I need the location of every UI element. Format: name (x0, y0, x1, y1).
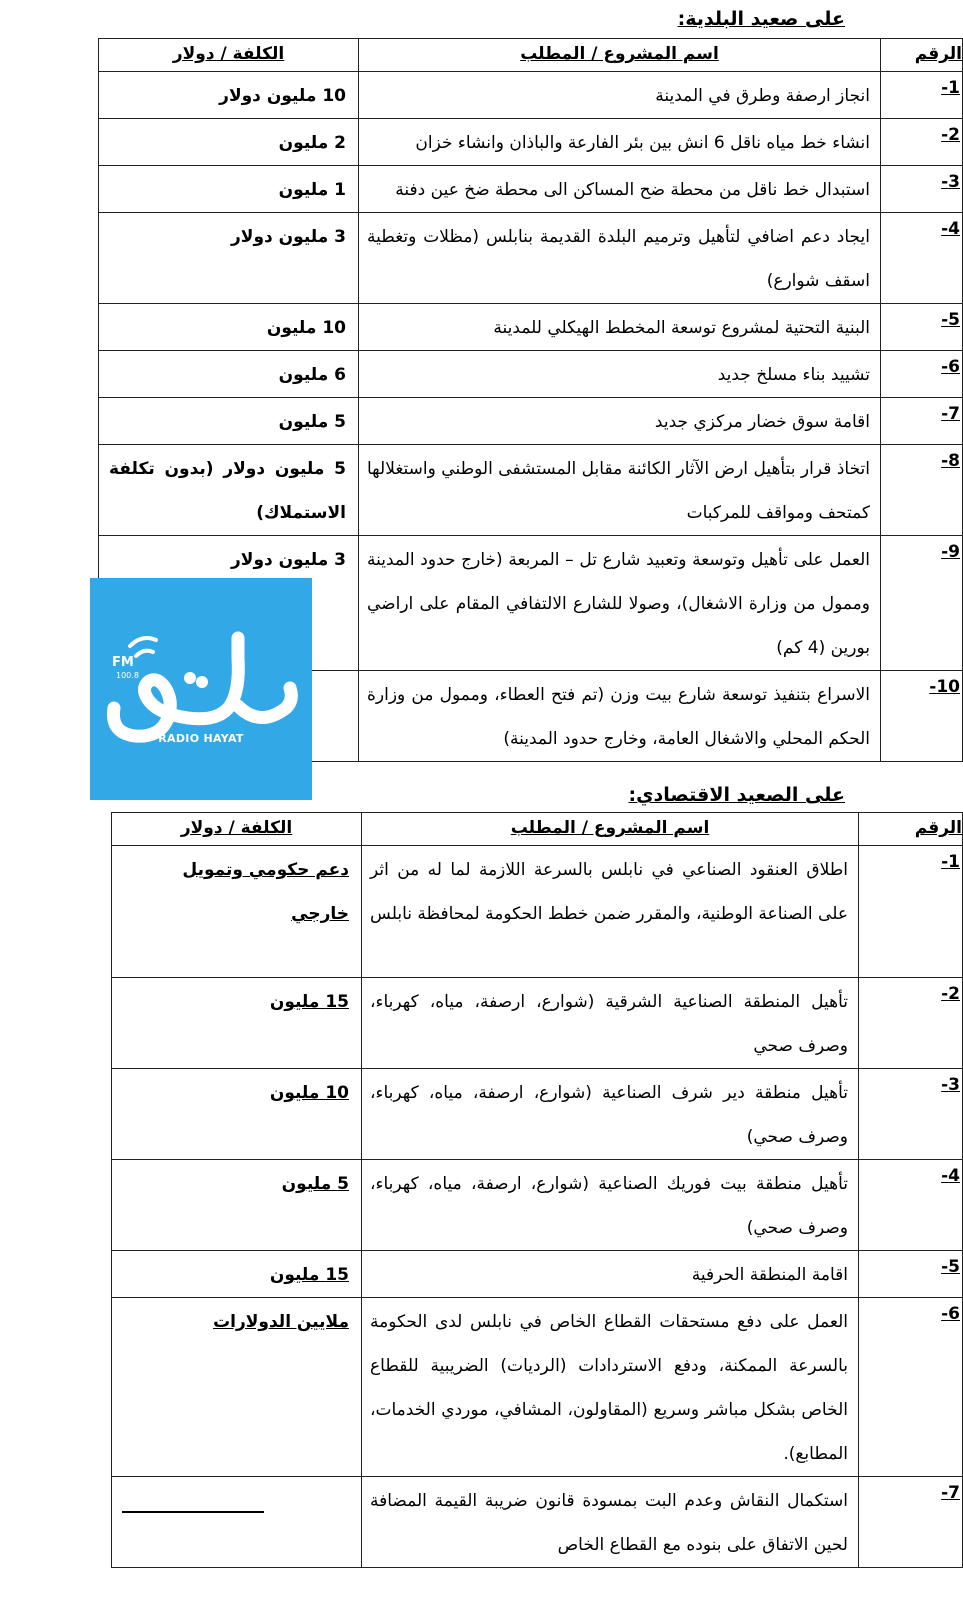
table-row (0, 1069, 963, 1160)
row-number: 3- (859, 1069, 963, 1160)
row-cost: 10 مليون دولار (99, 72, 359, 119)
row-cost: 15 مليون (112, 978, 362, 1069)
table-row (0, 166, 963, 213)
table-row (0, 72, 963, 119)
column-header-project: اسم المشروع / المطلب (362, 813, 859, 846)
row-number: 1- (859, 846, 963, 978)
row-project: ايجاد دعم اضافي لتأهيل وترميم البلدة القديمة بنابلس (مظلات وتغطية اسقف شوارع) (359, 213, 881, 304)
row-cost: 5 مليون (112, 1160, 362, 1251)
table-row (0, 119, 963, 166)
row-cost: 5 مليون دولار (بدون تكلفة الاستملاك) (99, 445, 359, 536)
row-cost: 5 مليون (99, 398, 359, 445)
row-number: 6- (881, 351, 963, 398)
row-project: العمل على تأهيل وتوسعة وتعبيد شارع تل – المربعة (خارج حدود المدينة وممول من وزارة الاشغال)، وصولا للشارع الالتفافي المقام على اراضي بورين (4 كم) (359, 536, 881, 671)
table-row (0, 398, 963, 445)
table-row (0, 213, 963, 304)
radio-hayat-watermark (90, 578, 312, 800)
economic-heading: على الصعيد الاقتصادي: (628, 784, 845, 806)
row-project: اطلاق العنقود الصناعي في نابلس بالسرعة اللازمة لما له من اثر على الصناعة الوطنية، والمقرر ضمن خطط الحكومة لمحافظة نابلس (362, 846, 859, 978)
row-project: استبدال خط ناقل من محطة ضح المساكن الى محطة ضخ عين دفنة (359, 166, 881, 213)
row-project: اقامة المنطقة الحرفية (362, 1251, 859, 1298)
municipal-heading: على صعيد البلدية: (677, 8, 845, 30)
table-row (0, 304, 963, 351)
row-number: 9- (881, 536, 963, 671)
row-project: العمل على دفع مستحقات القطاع الخاص في نابلس لدى الحكومة بالسرعة الممكنة، ودفع الاستردادات (الرديات) الضريبية للقطاع الخاص بشكل مباشر وسريع (المقاولون، المشافي، موردي الخدمات، المطابع). (362, 1298, 859, 1477)
row-number: 1- (881, 72, 963, 119)
table-row (0, 351, 963, 398)
table-row (0, 846, 963, 978)
table-header-row (0, 813, 963, 846)
row-number: 8- (881, 445, 963, 536)
frequency-label: 100.8 (116, 671, 139, 680)
row-number: 6- (859, 1298, 963, 1477)
row-cost: ملايين الدولارات (112, 1298, 362, 1477)
row-cost: 10 مليون (99, 304, 359, 351)
table-blank (0, 813, 112, 846)
row-number: 7- (881, 398, 963, 445)
row-number: 10- (881, 671, 963, 762)
row-project: تأهيل المنطقة الصناعية الشرقية (شوارع، ارصفة، مياه، كهرباء، وصرف صحي (362, 978, 859, 1069)
row-number: 4- (859, 1160, 963, 1251)
column-header-project: اسم المشروع / المطلب (359, 39, 881, 72)
row-project: انجاز ارصفة وطرق في المدينة (359, 72, 881, 119)
row-project: الاسراع بتنفيذ توسعة شارع بيت وزن (تم فتح العطاء، وممول من وزارة الحكم المحلي والاشغال العامة، وخارج حدود المدينة) (359, 671, 881, 762)
row-number: 5- (881, 304, 963, 351)
table-header-row (0, 39, 963, 72)
row-project: تشييد بناء مسلخ جديد (359, 351, 881, 398)
row-cost: 15 مليون (112, 1251, 362, 1298)
radio-hayat-label: RADIO HAYAT (158, 732, 244, 745)
row-cost (112, 1477, 362, 1568)
column-header-cost: الكلفة / دولار (112, 813, 362, 846)
row-cost: 2 مليون (99, 119, 359, 166)
row-number: 5- (859, 1251, 963, 1298)
column-header-num: الرقم (859, 813, 963, 846)
economic-table (0, 812, 963, 1568)
row-project: تأهيل منطقة بيت فوريك الصناعية (شوارع، ارصفة، مياه، كهرباء، وصرف صحي) (362, 1160, 859, 1251)
row-cost: 3 مليون دولار (99, 536, 359, 671)
table-blank (0, 39, 99, 72)
column-header-cost: الكلفة / دولار (99, 39, 359, 72)
row-number: 2- (881, 119, 963, 166)
row-number: 7- (859, 1477, 963, 1568)
row-project: استكمال النقاش وعدم البت بمسودة قانون ضريبة القيمة المضافة لحين الاتفاق على بنوده مع القطاع الخاص (362, 1477, 859, 1568)
table-row (0, 1298, 963, 1477)
row-project: اقامة سوق خضار مركزي جديد (359, 398, 881, 445)
column-header-num: الرقم (881, 39, 963, 72)
table-row (0, 1160, 963, 1251)
row-number: 2- (859, 978, 963, 1069)
table-row (0, 1477, 963, 1568)
table-row (0, 978, 963, 1069)
table-row (0, 1251, 963, 1298)
row-project: تأهيل منطقة دير شرف الصناعية (شوارع، ارصفة، مياه، كهرباء، وصرف صحي) (362, 1069, 859, 1160)
row-cost: 1 مليون (99, 166, 359, 213)
row-project: اتخاذ قرار بتأهيل ارض الآثار الكائنة مقابل المستشفى الوطني واستغلالها كمتحف ومواقف للمركبات (359, 445, 881, 536)
row-project: انشاء خط مياه ناقل 6 انش بين بئر الفارعة والباذان وانشاء خزان (359, 119, 881, 166)
row-number: 4- (881, 213, 963, 304)
row-cost: دعم حكومي وتمويل خارجي (112, 846, 362, 978)
row-cost: 6 مليون (99, 351, 359, 398)
row-cost: 10 مليون (112, 1069, 362, 1160)
radio-hayat-logo (90, 578, 312, 800)
row-number: 3- (881, 166, 963, 213)
row-cost: 3 مليون دولار (99, 213, 359, 304)
row-project: البنية التحتية لمشروع توسعة المخطط الهيكلي للمدينة (359, 304, 881, 351)
table-row (0, 445, 963, 536)
blank-cost-line (122, 1511, 264, 1513)
fm-label: FM (112, 655, 134, 670)
